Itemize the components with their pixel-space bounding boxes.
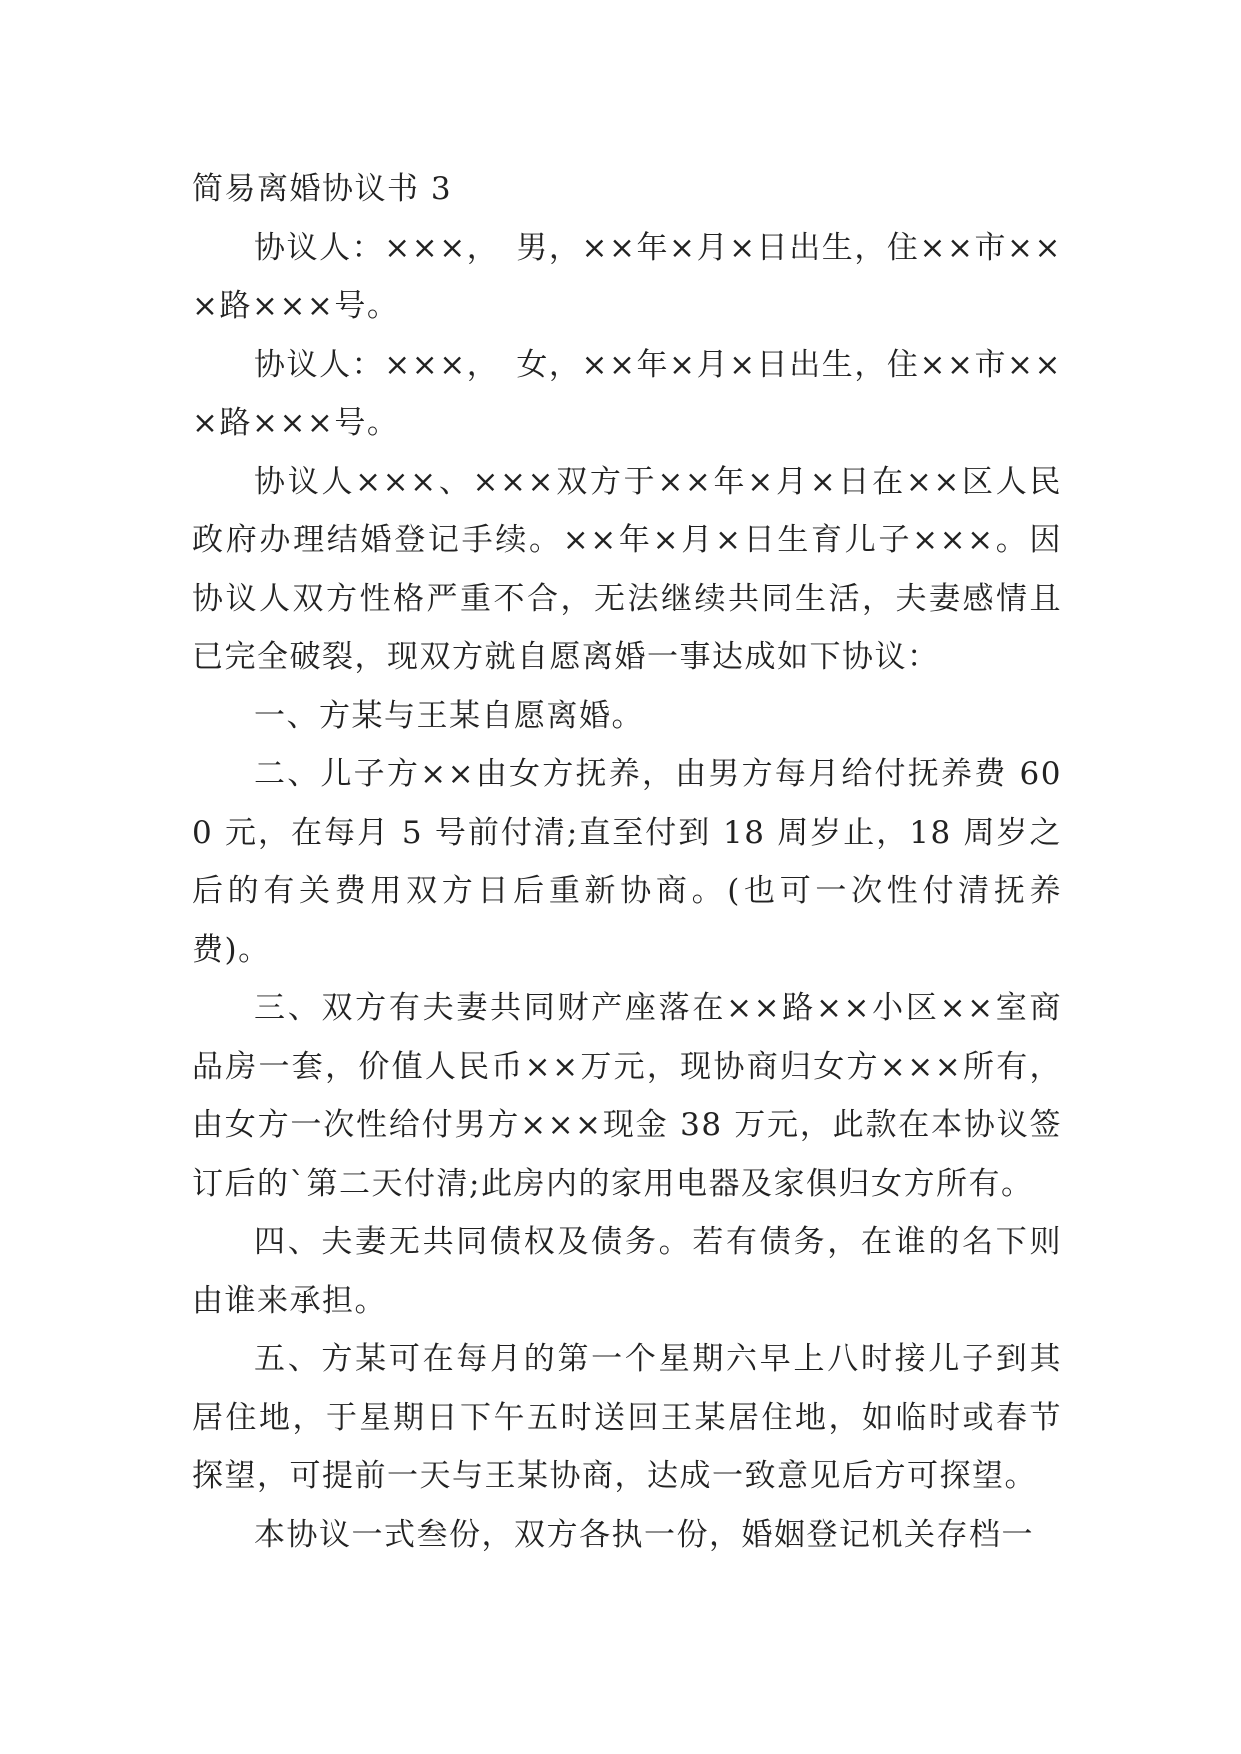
paragraph-party-male: 协议人：×××， 男，××年×月×日出生，住××市×××路×××号。 (192, 229, 1062, 324)
document-body (192, 160, 1062, 1564)
paragraph-clause-5: 五、方某可在每月的第一个星期六早上八时接儿子到其居住地，于星期日下午五时送回王某居住地，如临时或春节探望，可提前一天与王某协商，达成一致意见后方可探望。 (192, 1341, 1062, 1494)
paragraph-clause-2: 二、儿子方××由女方抚养，由男方每月给付抚养费 600 元，在每月 5 号前付清;直至付到 18 周岁止，18 周岁之后的有关费用双方日后重新协商。(也可一次性付清抚养费)。 (192, 756, 1062, 968)
document-title: 简易离婚协议书 3 (192, 171, 453, 207)
paragraph-clause-4: 四、夫妻无共同债权及债务。若有债务，在谁的名下则由谁来承担。 (192, 1224, 1062, 1319)
paragraph-party-female: 协议人：×××， 女，××年×月×日出生，住××市×××路×××号。 (192, 346, 1062, 441)
paragraph-background: 协议人×××、×××双方于××年×月×日在××区人民政府办理结婚登记手续。××年×月×日生育儿子×××。因协议人双方性格严重不合，无法继续共同生活，夫妻感情且已完全破裂，现双方就自愿离婚一事达成如下协议： (192, 463, 1062, 675)
paragraph-clause-3: 三、双方有夫妻共同财产座落在××路××小区××室商品房一套，价值人民币××万元，现协商归女方×××所有，由女方一次性给付男方×××现金 38 万元，此款在本协议签订后的`第二天付清;此房内的家用电器及家俱归女方所有。 (192, 990, 1062, 1202)
paragraph-copies: 本协议一式叁份，双方各执一份，婚姻登记机关存档一 (254, 1516, 1034, 1553)
paragraph-clause-1: 一、方某与王某自愿离婚。 (254, 697, 644, 734)
